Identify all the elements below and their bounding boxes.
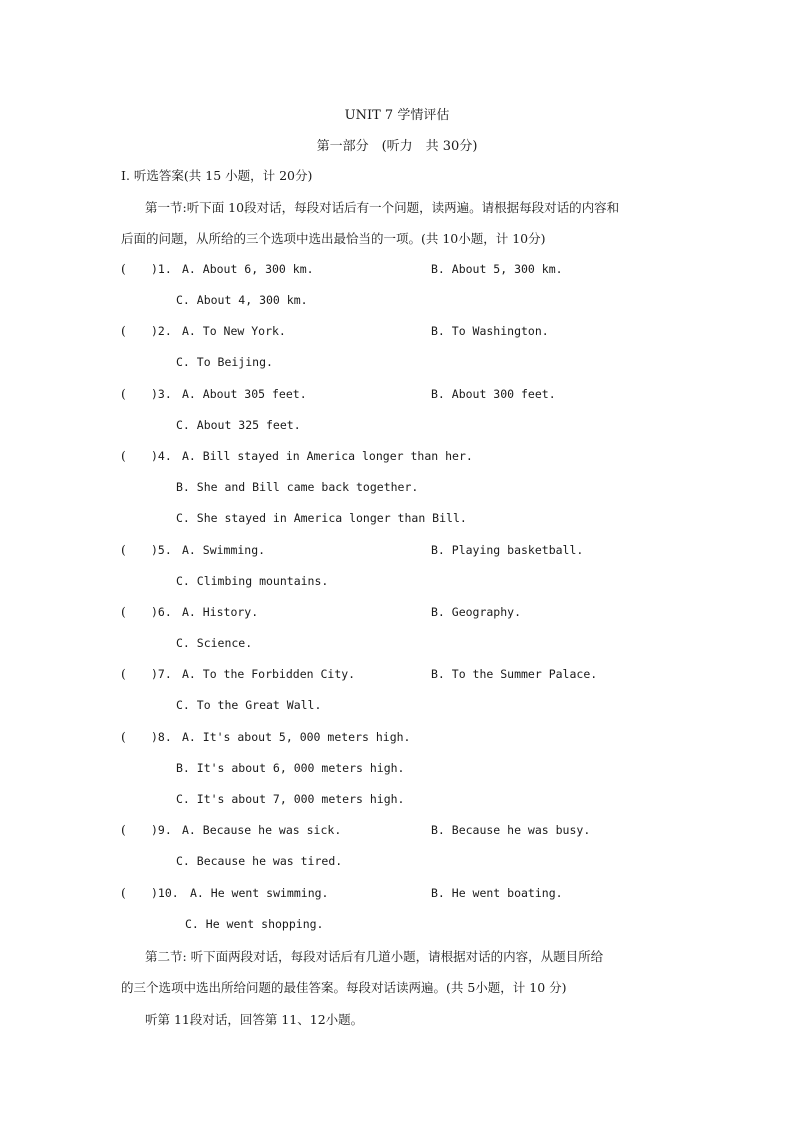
option-a: A. To New York. <box>182 324 286 338</box>
question-number: )5. <box>151 543 172 557</box>
section2-instruction-line1: 第二节: 听下面两段对话，每段对话后有几道小题，请根据对话的内容，从题目所给 <box>145 949 604 964</box>
answer-paren[interactable]: ( <box>121 448 126 463</box>
section-heading: Ⅰ. 听选答案(共 15 小题，计 20分) <box>121 168 313 183</box>
option-a: A. Bill stayed in America longer than her. <box>182 449 473 463</box>
question-row <box>121 448 172 463</box>
question-number: )3. <box>151 387 172 401</box>
answer-paren[interactable]: ( <box>121 542 126 557</box>
option-a: A. About 6, 300 km. <box>182 262 314 276</box>
option-c: C. She stayed in America longer than Bill. <box>176 511 467 525</box>
option-c: C. Because he was tired. <box>176 854 343 868</box>
option-c: C. About 4, 300 km. <box>176 293 308 307</box>
question-row <box>121 885 179 900</box>
question-number: )2. <box>151 324 172 338</box>
option-b: B. About 300 feet. <box>431 387 556 401</box>
option-b: B. Geography. <box>431 605 522 619</box>
answer-paren[interactable]: ( <box>121 885 126 900</box>
option-c: C. To Beijing. <box>176 355 273 369</box>
option-b: B. It's about 6, 000 meters high. <box>176 761 405 775</box>
answer-paren[interactable]: ( <box>121 261 126 276</box>
option-b: B. Playing basketball. <box>431 543 584 557</box>
question-number: )4. <box>151 449 172 463</box>
option-c: C. Climbing mountains. <box>176 574 329 588</box>
question-row <box>121 323 172 338</box>
question-number: )8. <box>151 730 172 744</box>
answer-paren[interactable]: ( <box>121 822 126 837</box>
section1-instruction-line2: 后面的问题，从所给的三个选项中选出最恰当的一项。(共 10小题，计 10分) <box>121 231 546 246</box>
question-row <box>121 542 172 557</box>
section1-instruction-line1: 第一节:听下面 10段对话，每段对话后有一个问题，读两遍。请根据每段对话的内容和 <box>145 200 620 215</box>
question-row <box>121 261 172 276</box>
option-a: A. About 305 feet. <box>182 387 307 401</box>
question-number: )7. <box>151 667 172 681</box>
question-number: )10. <box>151 886 179 900</box>
question-number: )6. <box>151 605 172 619</box>
question-row <box>121 666 172 681</box>
question-row <box>121 729 172 744</box>
option-a: A. To the Forbidden City. <box>182 667 356 681</box>
answer-paren[interactable]: ( <box>121 323 126 338</box>
answer-paren[interactable]: ( <box>121 386 126 401</box>
question-number: )9. <box>151 823 172 837</box>
option-a: A. Because he was sick. <box>182 823 342 837</box>
question-row <box>121 604 172 619</box>
page-title: UNIT 7 学情评估 <box>344 108 450 123</box>
option-b: B. She and Bill came back together. <box>176 480 419 494</box>
option-a: A. It's about 5, 000 meters high. <box>182 730 411 744</box>
option-c: C. Science. <box>176 636 253 650</box>
option-a: A. History. <box>182 605 259 619</box>
question-row <box>121 822 172 837</box>
question-row <box>121 386 172 401</box>
option-a: A. Swimming. <box>182 543 266 557</box>
option-a: A. He went swimming. <box>190 886 329 900</box>
answer-paren[interactable]: ( <box>121 666 126 681</box>
answer-paren[interactable]: ( <box>121 729 126 744</box>
part-heading: 第一部分 (听力 共 30分) <box>316 139 478 154</box>
option-b: B. He went boating. <box>431 886 563 900</box>
option-c: C. It's about 7, 000 meters high. <box>176 792 405 806</box>
option-b: B. About 5, 300 km. <box>431 262 563 276</box>
question-number: )1. <box>151 262 172 276</box>
option-b: B. To Washington. <box>431 324 549 338</box>
option-b: B. Because he was busy. <box>431 823 591 837</box>
option-c: C. He went shopping. <box>185 917 324 931</box>
option-b: B. To the Summer Palace. <box>431 667 598 681</box>
section2-instruction-line2: 的三个选项中选出所给问题的最佳答案。每段对话读两遍。(共 5小题，计 10 分) <box>121 980 567 995</box>
option-c: C. About 325 feet. <box>176 418 301 432</box>
option-c: C. To the Great Wall. <box>176 698 322 712</box>
dialogue-11-instruction: 听第 11段对话，回答第 11、12小题。 <box>145 1012 364 1027</box>
answer-paren[interactable]: ( <box>121 604 126 619</box>
